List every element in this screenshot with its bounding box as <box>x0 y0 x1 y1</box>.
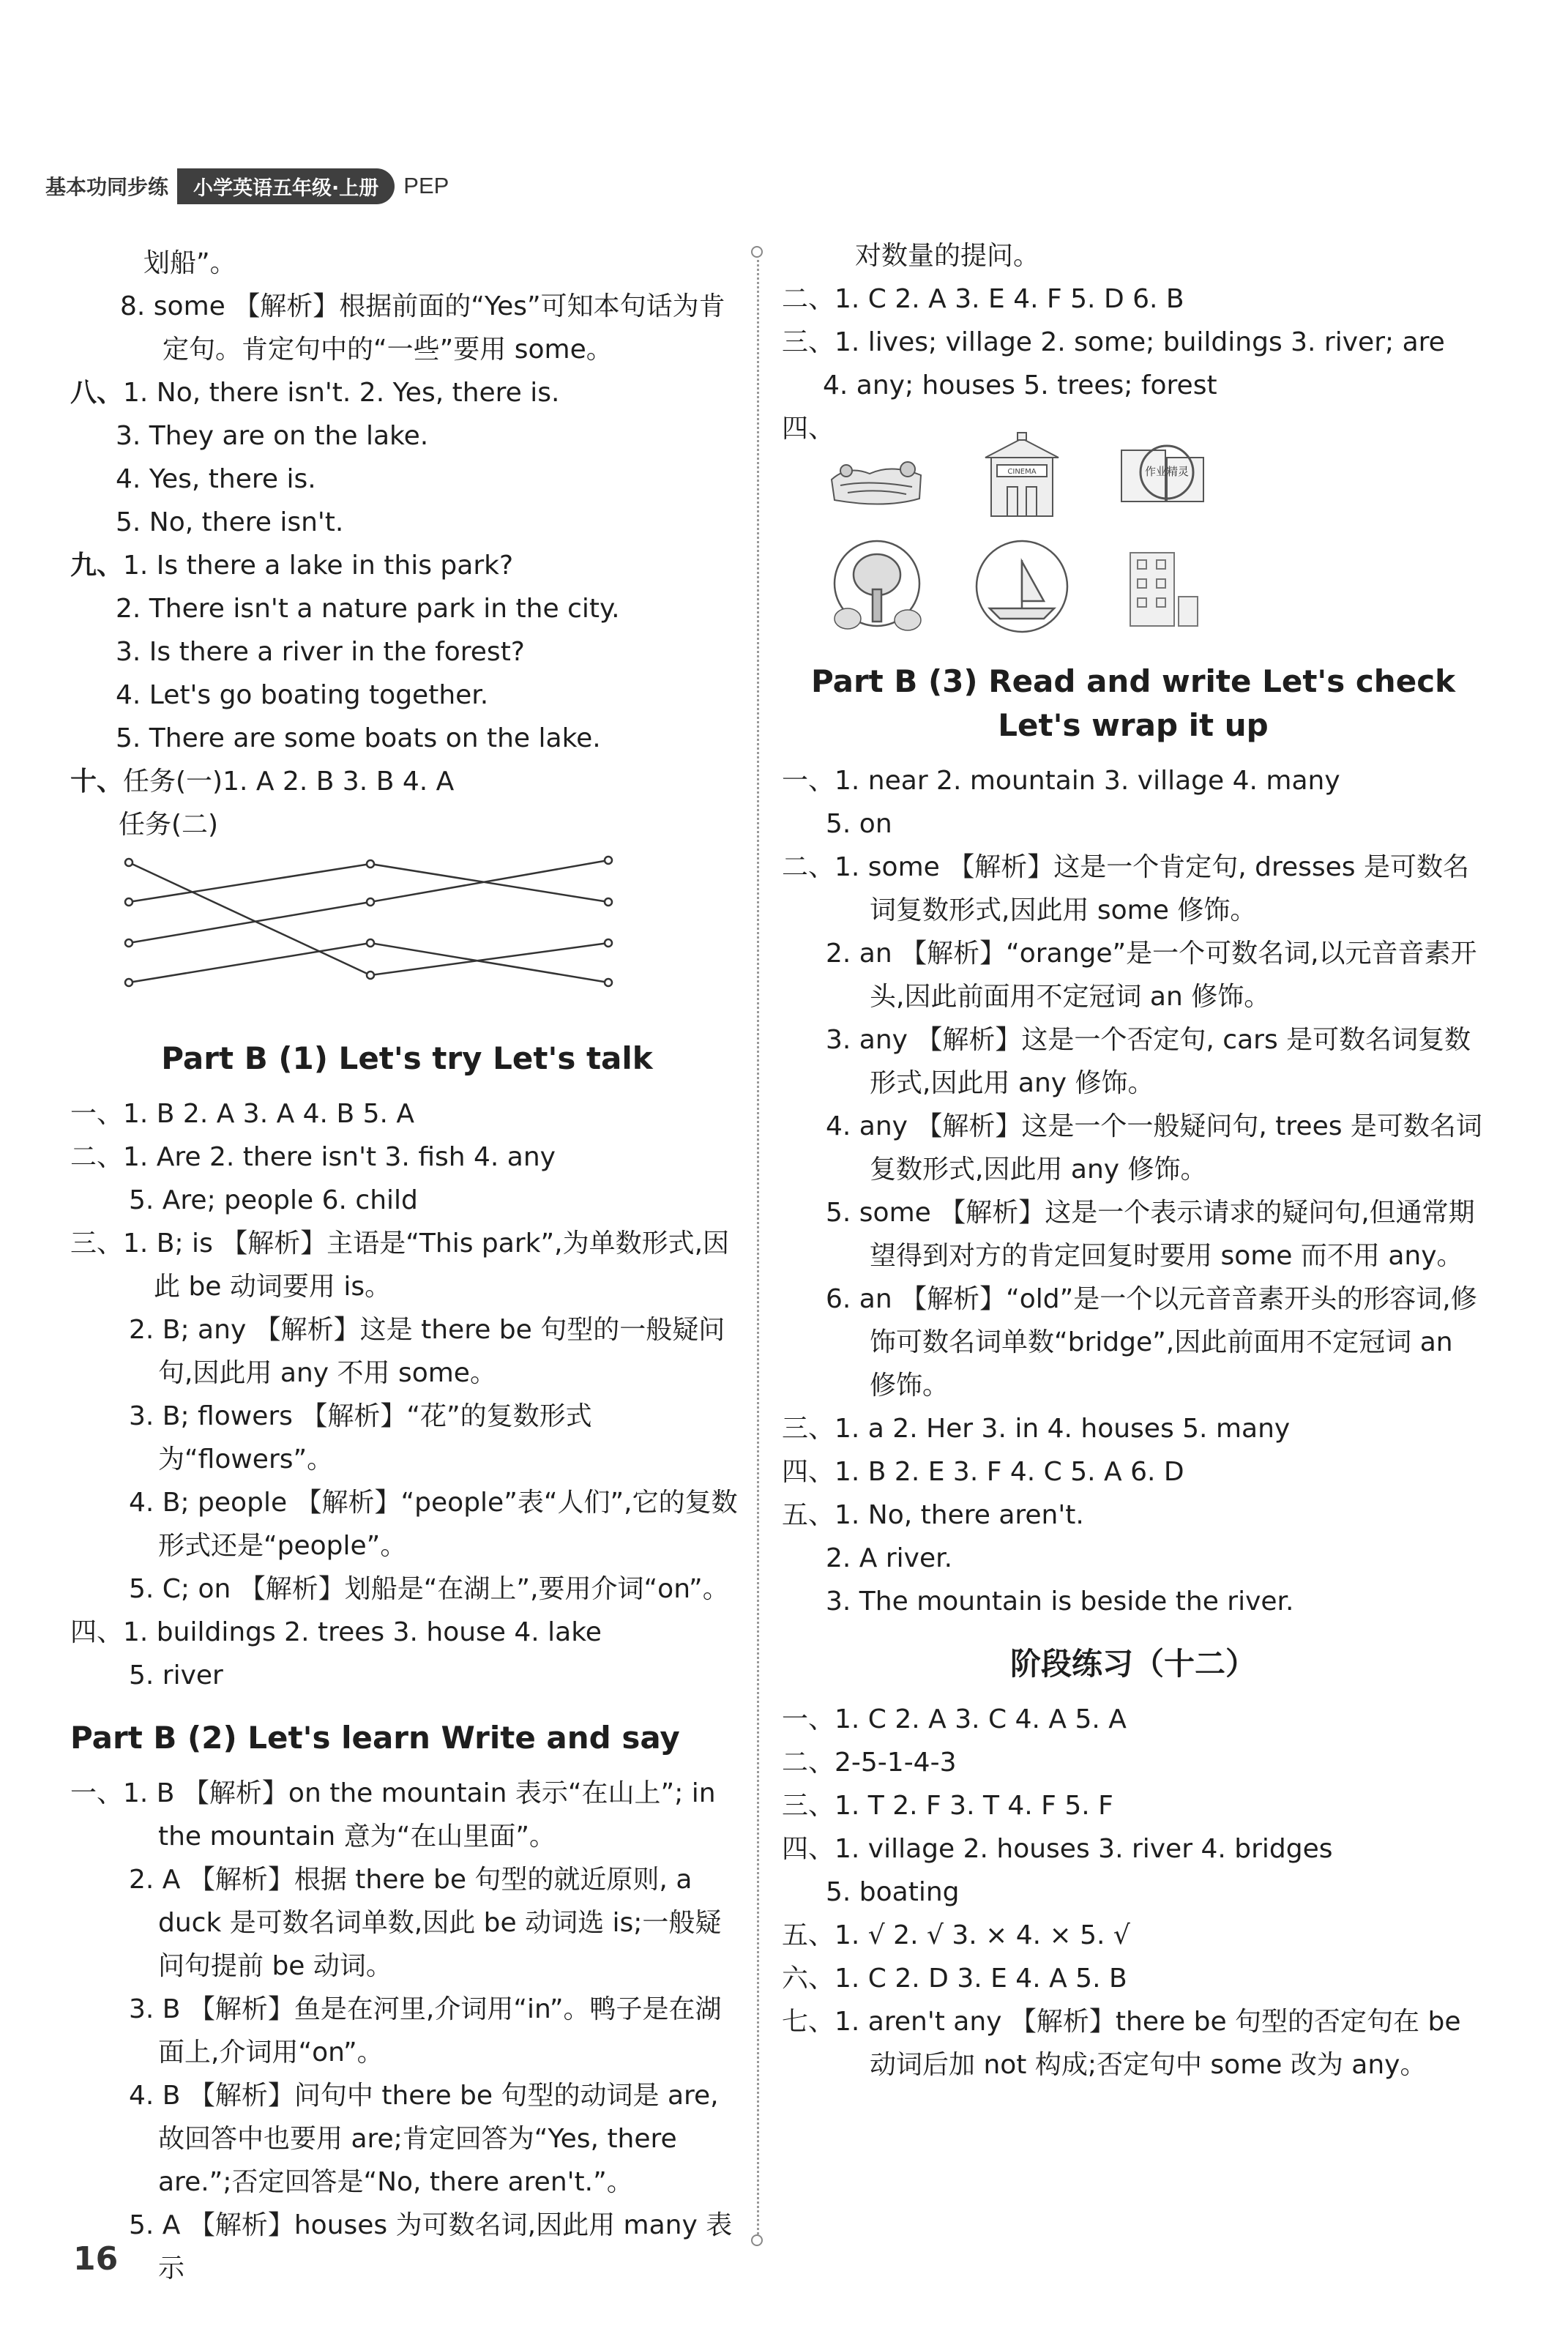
answer-item: 三、1. B; is 【解析】主语是“This park”,为单数形式,因此 be 动词要用 is。 <box>70 1228 730 1302</box>
park-lake-picture <box>826 428 928 531</box>
answer-item: 5. A 【解析】houses 为可数名词,因此用 many 表示 <box>129 2210 733 2283</box>
answer-line: 5. on <box>826 809 892 839</box>
answer-line: 一、1. B 2. A 3. A 4. B 5. A <box>70 1099 415 1129</box>
answer-line: 3. The mountain is beside the river. <box>826 1587 1294 1617</box>
answer-item: 4. B; people 【解析】“people”表“人们”,它的复数形式还是“people”。 <box>129 1488 738 1561</box>
picture-answers <box>782 428 1485 641</box>
answer-item: 4. any 【解析】这是一个一般疑问句, trees 是可数名词复数形式,因此用 any 修饰。 <box>826 1111 1482 1185</box>
section-9-heading: 九、 <box>70 551 124 581</box>
section-10 <box>70 760 744 1018</box>
answer-item: 5. C; on 【解析】划船是“在湖上”,要用介词“on”。 <box>129 1574 729 1604</box>
answer-line: 2. A river. <box>826 1543 953 1573</box>
section-8 <box>70 371 744 544</box>
answer-item: 2. A 【解析】根据 there be 句型的就近原则, a duck 是可数名词单数,因此 be 动词选 is;一般疑问句提前 be 动词。 <box>129 1865 722 1981</box>
answer-line: 5. No, there isn't. <box>116 507 344 537</box>
answer-line: 二、1. Are 2. there isn't 3. fish 4. any <box>70 1142 556 1172</box>
section-8-row-1 <box>70 371 744 414</box>
answer-item: 3. any 【解析】这是一个否定句, cars 是可数名词复数形式,因此用 any 修饰。 <box>826 1025 1471 1098</box>
answer-item: 2. an 【解析】“orange”是一个可数名词,以元音音素开头,因此前面用不定冠词 an 修饰。 <box>826 939 1477 1012</box>
picture-row-1 <box>782 428 1485 531</box>
edition-label: PEP <box>403 173 449 198</box>
tree-picture <box>826 538 928 641</box>
book-title-pill: 小学英语五年级·上册 <box>177 168 395 204</box>
section-8-heading: 八、 <box>70 378 124 408</box>
answer-line: 任务(二) <box>119 810 219 840</box>
answer-line: 一、1. C 2. A 3. C 4. A 5. A <box>782 1704 1127 1734</box>
answer-item: 3. B; flowers 【解析】“花”的复数形式为“flowers”。 <box>129 1401 592 1474</box>
answer-item: 5. some 【解析】这是一个表示请求的疑问句,但通常期望得到对方的肯定回复时要用 some 而不用 any。 <box>826 1198 1475 1271</box>
part-b3-subtitle: Let's wrap it up <box>998 707 1269 743</box>
cinema-sign-text: CINEMA <box>1007 468 1037 476</box>
answer-line: 四、1. B 2. E 3. F 4. C 5. A 6. D <box>782 1457 1184 1487</box>
matching-lines-diagram <box>122 849 634 1003</box>
boat-picture <box>971 538 1073 641</box>
divider-top-dot <box>751 246 763 258</box>
answer-line: 4. any; houses 5. trees; forest <box>823 370 1217 400</box>
building-picture <box>1116 538 1218 641</box>
right-column <box>782 234 1485 2087</box>
part-b3-title: Part B (3) Read and write Let's check <box>810 663 1456 699</box>
answer-item: 七、1. aren't any 【解析】there be 句型的否定句在 be 动词后加 not 构成;否定句中 some 改为 any。 <box>782 2007 1461 2080</box>
answer-line: 3. Is there a river in the forest? <box>116 637 525 667</box>
stamp-text: 作业精灵 <box>1144 465 1190 478</box>
section-10-heading: 十、 <box>70 767 124 797</box>
answer-line: 5. boating <box>826 1877 960 1907</box>
cinema-building-picture <box>971 428 1073 531</box>
answer-line: 5. river <box>129 1660 223 1690</box>
section-9-row-1 <box>70 544 744 587</box>
answer-line: 四、1. village 2. houses 3. river 4. bridges <box>782 1834 1333 1864</box>
answer-line: 对数量的提问。 <box>855 241 1040 271</box>
answer-line: 二、1. C 2. A 3. E 4. F 5. D 6. B <box>782 284 1184 314</box>
answer-line: 三、1. T 2. F 3. T 4. F 5. F <box>782 1791 1113 1821</box>
section-9 <box>70 544 744 760</box>
answer-item: 6. an 【解析】“old”是一个以元音音素开头的形容词,修饰可数名词单数“bridge”,因此前面用不定冠词 an 修饰。 <box>826 1284 1477 1401</box>
answer-line: 2. There isn't a nature park in the city. <box>116 594 620 624</box>
answer-line: 划船”。 <box>143 248 236 278</box>
page-header <box>45 165 449 206</box>
left-column <box>70 242 744 2290</box>
answer-line: 五、1. No, there aren't. <box>782 1500 1084 1530</box>
answer-item: 4. B 【解析】问句中 there be 句型的动词是 are,故回答中也要用 are;肯定回答为“Yes, there are.”;否定回答是“No, there aren't.”。 <box>129 2081 719 2197</box>
answer-line: 一、1. near 2. mountain 3. village 4. many <box>782 766 1340 796</box>
answer-line: 1. Is there a lake in this park? <box>123 551 514 581</box>
answer-line: 六、1. C 2. D 3. E 4. A 5. B <box>782 1964 1127 1994</box>
part-b1-title: Part B (1) Let's try Let's talk <box>161 1040 653 1076</box>
answer-line: 三、1. lives; village 2. some; buildings 3. river; are <box>782 327 1445 357</box>
series-title: 基本功同步练 <box>45 175 169 199</box>
answer-line: 1. No, there isn't. 2. Yes, there is. <box>123 378 560 408</box>
answer-line: 5. Are; people 6. child <box>129 1185 418 1215</box>
part-b2-title: Part B (2) Let's learn Write and say <box>70 1720 680 1756</box>
divider-bottom-dot <box>751 2234 763 2246</box>
homework-stamp-picture <box>1116 428 1218 531</box>
answer-line: 4. Yes, there is. <box>116 464 316 494</box>
picture-row-2 <box>782 538 1485 641</box>
answer-line: 三、1. a 2. Her 3. in 4. houses 5. many <box>782 1414 1291 1444</box>
answer-line: 四、 <box>782 414 835 444</box>
stage-practice-title: 阶段练习（十二） <box>1009 1646 1256 1682</box>
answer-line: 二、2-5-1-4-3 <box>782 1748 957 1778</box>
answer-item: 8. some 【解析】根据前面的“Yes”可知本句话为肯定句。肯定句中的“一些”要用 some。 <box>120 291 725 365</box>
answer-item: 二、1. some 【解析】这是一个肯定句, dresses 是可数名词复数形式,因此用 some 修饰。 <box>782 852 1469 925</box>
answer-item: 一、1. B 【解析】on the mountain 表示“在山上”; in the mountain 意为“在山里面”。 <box>70 1778 716 1852</box>
column-divider <box>757 255 759 2239</box>
page-number: 16 <box>73 2240 119 2278</box>
answer-item: 3. B 【解析】鱼是在河里,介词用“in”。鸭子是在湖面上,介词用“on”。 <box>129 1994 722 2068</box>
answer-item: 2. B; any 【解析】这是 there be 句型的一般疑问句,因此用 any 不用 some。 <box>129 1315 725 1388</box>
answer-line: 四、1. buildings 2. trees 3. house 4. lake <box>70 1617 602 1647</box>
answer-line: 4. Let's go boating together. <box>116 680 489 710</box>
answer-line: 5. There are some boats on the lake. <box>116 723 601 753</box>
answer-line: 五、1. √ 2. √ 3. × 4. × 5. √ <box>782 1920 1130 1950</box>
answer-line: 任务(一)1. A 2. B 3. B 4. A <box>123 767 455 797</box>
section-10-row-1 <box>70 760 744 803</box>
answer-line: 3. They are on the lake. <box>116 421 429 451</box>
